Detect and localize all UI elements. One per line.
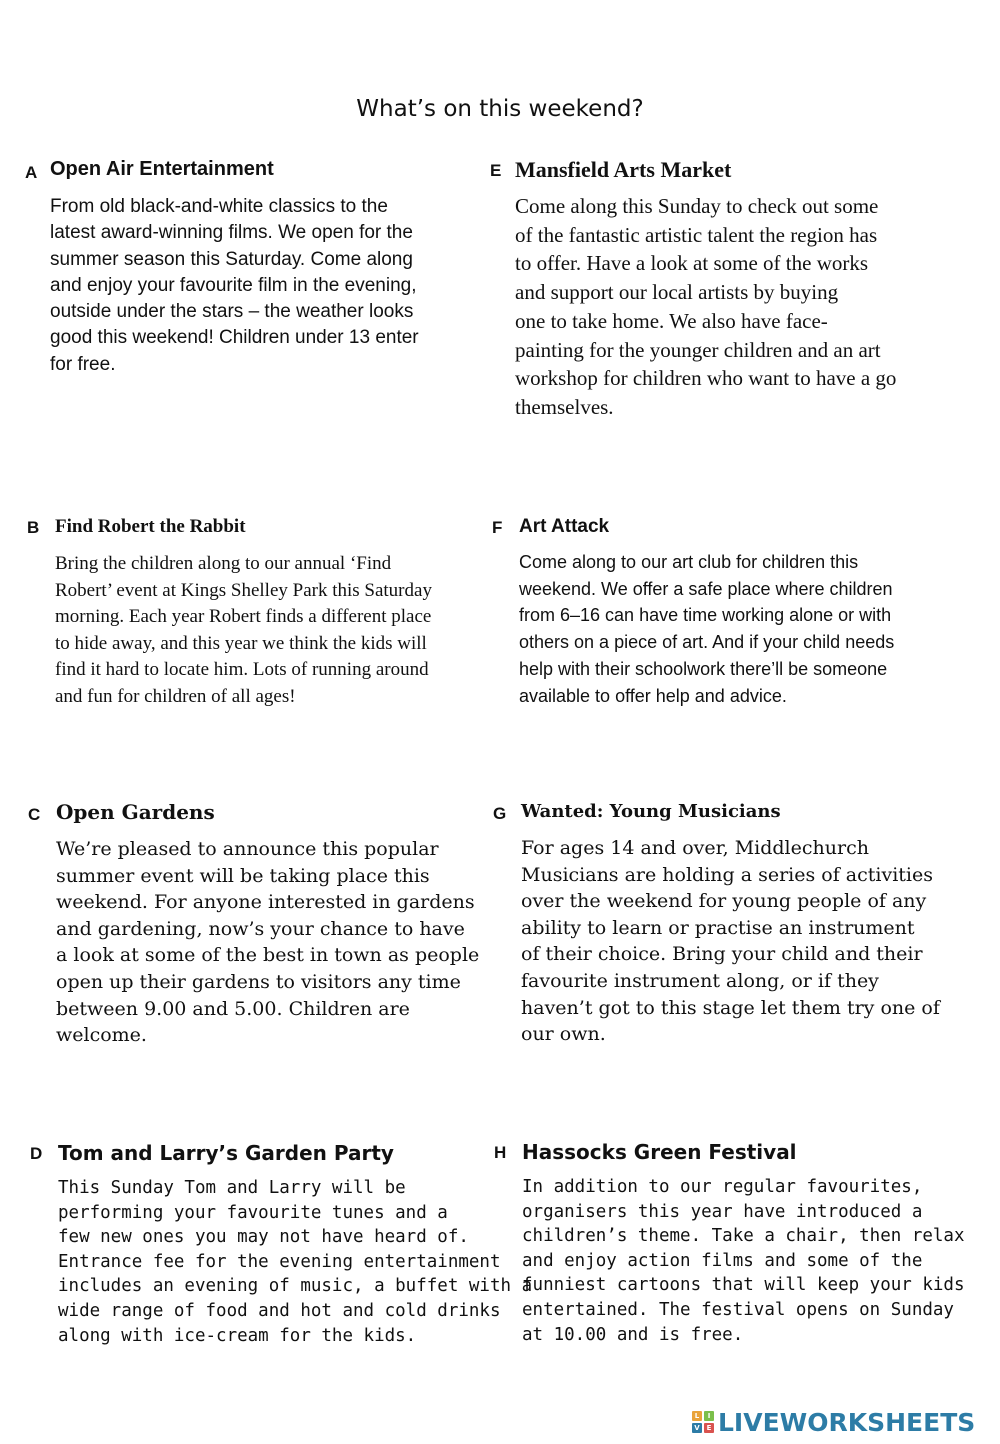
ad-body-line: others on a piece of art. And if your child needs (519, 632, 895, 653)
ad-heading: Open Air Entertainment (50, 158, 274, 180)
liveworksheets-logo[interactable] (692, 1404, 975, 1440)
ad-body-line: find it hard to locate him. Lots of running around (55, 659, 429, 681)
ad-body-line: open up their gardens to visitors any time (56, 970, 461, 993)
ad-letter: G (493, 804, 507, 823)
ad-body-line: summer season this Saturday. Come along (50, 248, 413, 270)
ad-body-line: painting for the younger children and an art (515, 337, 881, 362)
logo-tile: E (704, 1423, 714, 1433)
ad-body-line: to offer. Have a look at some of the works (515, 251, 869, 276)
ad-body-line: of the fantastic artistic talent the region has (515, 222, 878, 247)
ad-body-line: latest award-winning films. We open for the (50, 222, 413, 244)
ad-body (522, 1175, 965, 1347)
ad-body (55, 551, 475, 711)
ad-heading: Wanted: Young Musicians (521, 801, 781, 822)
ad-body-line: and gardening, now’s your chance to have (56, 917, 465, 940)
ad-body (521, 835, 941, 1048)
ad-body-line: of their choice. Bring your child and their (521, 943, 923, 966)
ad-body-line: available to offer help and advice. (519, 685, 787, 706)
ad-body-line: Bring the children along to our annual ‘Find (55, 553, 392, 574)
ad-body-line: and support our local artists by buying (515, 280, 839, 305)
ad-body-line: funniest cartoons that will keep your kids (522, 1275, 965, 1296)
ad-letter: D (30, 1144, 43, 1163)
ad-letter: C (28, 805, 41, 824)
ad-body-line: For ages 14 and over, Middlechurch (521, 837, 869, 859)
ad-body-line: from 6–16 can have time working alone or with (519, 605, 892, 626)
ad-body-line: We’re pleased to announce this popular (56, 838, 439, 860)
ad-body-line: ability to learn or practise an instrument (521, 916, 915, 939)
logo-text: LIVEWORKSHEETS (718, 1407, 976, 1437)
ad-body-line: summer event will be taking place this (56, 864, 430, 887)
page-title: What’s on this weekend? (356, 96, 644, 122)
ad-body-line: Entrance fee for the evening entertainment (58, 1251, 501, 1272)
ad-body-line: welcome. (56, 1024, 147, 1047)
ad-body (56, 836, 480, 1049)
ad-body-line: workshop for children who want to have a go (515, 366, 897, 391)
ad-letter: H (494, 1143, 507, 1162)
ad-body-line: between 9.00 and 5.00. Children are (56, 997, 410, 1020)
ad-body-line: and enjoy your favourite film in the evening, (50, 274, 417, 296)
ad-body-line: one to take home. We also have face- (515, 308, 828, 333)
ad-body-line: at 10.00 and is free. (522, 1324, 744, 1345)
ad-body-line: includes an evening of music, a buffet with a (58, 1276, 533, 1297)
ad-heading: Hassocks Green Festival (522, 1140, 797, 1164)
ad-heading: Find Robert the Rabbit (55, 516, 246, 537)
ad-body-line: our own. (521, 1023, 606, 1046)
ad-body-line: weekend. We offer a safe place where children (519, 578, 893, 599)
ad-body-line: Robert’ event at Kings Shelley Park this Saturday (55, 579, 432, 601)
ad-body-line: organisers this year have introduced a (522, 1201, 923, 1222)
ad-body-line: few new ones you may not have heard of. (58, 1227, 469, 1248)
ad-body-line: Come along to our art club for children this (519, 552, 859, 572)
ad-letter: F (492, 518, 503, 537)
ad-heading: Tom and Larry’s Garden Party (58, 1141, 394, 1165)
ad-body-line: performing your favourite tunes and a (58, 1202, 448, 1223)
logo-tile: V (692, 1423, 702, 1433)
ad-body-line: a look at some of the best in town as people (56, 944, 480, 967)
ad-body-line: wide range of food and hot and cold drinks (58, 1300, 501, 1321)
ad-body-line: Come along this Sunday to check out some (515, 194, 879, 218)
ad-body-line: outside under the stars – the weather looks (50, 301, 414, 323)
ad-letter: A (25, 163, 38, 182)
ad-body-line: Musicians are holding a series of activities (521, 863, 933, 886)
ad-body-line: entertained. The festival opens on Sunday (522, 1299, 954, 1320)
ad-body-line: morning. Each year Robert finds a different place (55, 606, 432, 628)
ad-body-line: for free. (50, 353, 116, 375)
ad-heading: Mansfield Arts Market (515, 157, 732, 182)
ad-body-line: and fun for children of all ages! (55, 685, 296, 707)
ad-body-line: haven’t got to this stage let them try one of (521, 996, 940, 1019)
ad-body-line: favourite instrument along, or if they (521, 969, 879, 992)
ad-body (50, 194, 470, 378)
ad-body-line: In addition to our regular favourites, (522, 1177, 923, 1197)
ad-body-line: along with ice-cream for the kids. (58, 1325, 417, 1346)
ad-heading: Open Gardens (56, 800, 215, 824)
ad-body-line: help with their schoolwork there’ll be someone (519, 658, 888, 679)
logo-tile: I (704, 1411, 714, 1421)
ad-body-line: over the weekend for young people of any (521, 890, 927, 913)
ad-body-line: themselves. (515, 394, 614, 419)
ad-body-line: to hide away, and this year we think the kids will (55, 632, 427, 654)
ad-letter: B (27, 518, 40, 537)
ad-letter: E (490, 161, 502, 180)
ad-heading: Art Attack (519, 516, 610, 537)
ad-body-line: and enjoy action films and some of the (522, 1250, 923, 1271)
ad-body (58, 1176, 533, 1348)
ad-body-line: good this weekend! Children under 13 enter (50, 327, 419, 349)
ad-body-line: This Sunday Tom and Larry will be (58, 1178, 406, 1198)
logo-tile: L (692, 1411, 702, 1421)
ad-body-line: From old black-and-white classics to the (50, 196, 388, 217)
ad-body-line: children’s theme. Take a chair, then relax (522, 1226, 965, 1247)
ad-body-line: weekend. For anyone interested in gardens (56, 891, 475, 914)
ad-body (519, 549, 939, 709)
liveworksheets-logo-icon (692, 1411, 714, 1433)
ad-body (515, 192, 955, 422)
